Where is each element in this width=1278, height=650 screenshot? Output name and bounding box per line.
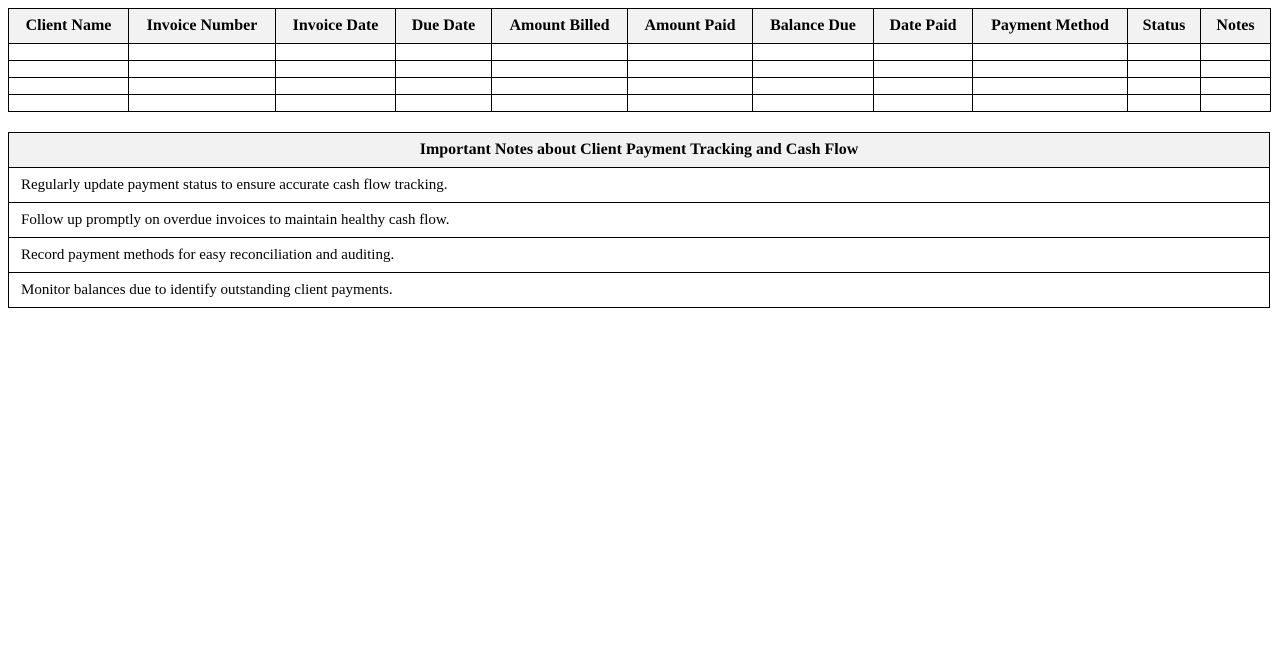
payment-tracking-table <box>8 8 1271 112</box>
column-header-invoice-date: Invoice Date <box>276 9 396 44</box>
note-row <box>9 168 1270 203</box>
table-cell[interactable] <box>276 78 396 95</box>
table-cell[interactable] <box>396 95 492 112</box>
table-cell[interactable] <box>492 95 628 112</box>
table-cell[interactable] <box>628 61 753 78</box>
table-cell[interactable] <box>753 95 874 112</box>
table-cell[interactable] <box>9 44 129 61</box>
table-cell[interactable] <box>129 78 276 95</box>
table-cell[interactable] <box>9 61 129 78</box>
table-cell[interactable] <box>396 61 492 78</box>
column-header-client-name: Client Name <box>9 9 129 44</box>
table-cell[interactable] <box>492 61 628 78</box>
table-cell[interactable] <box>129 61 276 78</box>
table-cell[interactable] <box>628 44 753 61</box>
column-header-date-paid: Date Paid <box>874 9 973 44</box>
note-item: Follow up promptly on overdue invoices to maintain healthy cash flow. <box>9 203 1270 238</box>
table-cell[interactable] <box>276 44 396 61</box>
column-header-payment-method: Payment Method <box>973 9 1128 44</box>
note-row <box>9 238 1270 273</box>
note-row <box>9 273 1270 308</box>
note-item: Monitor balances due to identify outstanding client payments. <box>9 273 1270 308</box>
column-header-notes: Notes <box>1201 9 1271 44</box>
table-header-row <box>9 9 1271 44</box>
table-cell[interactable] <box>628 78 753 95</box>
table-body <box>9 44 1271 112</box>
table-cell[interactable] <box>973 61 1128 78</box>
note-item: Regularly update payment status to ensure accurate cash flow tracking. <box>9 168 1270 203</box>
column-header-due-date: Due Date <box>396 9 492 44</box>
table-cell[interactable] <box>753 78 874 95</box>
table-cell[interactable] <box>1128 44 1201 61</box>
table-cell[interactable] <box>1128 61 1201 78</box>
table-cell[interactable] <box>492 78 628 95</box>
table-cell[interactable] <box>874 44 973 61</box>
table-cell[interactable] <box>396 78 492 95</box>
table-cell[interactable] <box>396 44 492 61</box>
column-header-amount-billed: Amount Billed <box>492 9 628 44</box>
table-cell[interactable] <box>1201 44 1271 61</box>
table-cell[interactable] <box>276 61 396 78</box>
table-cell[interactable] <box>628 95 753 112</box>
table-cell[interactable] <box>1128 78 1201 95</box>
table-row <box>9 78 1271 95</box>
table-cell[interactable] <box>973 44 1128 61</box>
column-header-balance-due: Balance Due <box>753 9 874 44</box>
note-row <box>9 203 1270 238</box>
table-cell[interactable] <box>973 78 1128 95</box>
table-cell[interactable] <box>753 44 874 61</box>
table-cell[interactable] <box>276 95 396 112</box>
table-row <box>9 44 1271 61</box>
column-header-status: Status <box>1128 9 1201 44</box>
note-item: Record payment methods for easy reconciliation and auditing. <box>9 238 1270 273</box>
notes-header-row <box>9 133 1270 168</box>
table-cell[interactable] <box>874 61 973 78</box>
table-cell[interactable] <box>874 78 973 95</box>
notes-title: Important Notes about Client Payment Tracking and Cash Flow <box>9 133 1270 168</box>
important-notes-table <box>8 132 1270 308</box>
table-cell[interactable] <box>492 44 628 61</box>
table-cell[interactable] <box>874 95 973 112</box>
table-cell[interactable] <box>1201 95 1271 112</box>
table-cell[interactable] <box>1201 78 1271 95</box>
table-cell[interactable] <box>9 78 129 95</box>
table-row <box>9 95 1271 112</box>
column-header-invoice-number: Invoice Number <box>129 9 276 44</box>
table-cell[interactable] <box>1201 61 1271 78</box>
table-cell[interactable] <box>973 95 1128 112</box>
table-cell[interactable] <box>753 61 874 78</box>
table-cell[interactable] <box>129 95 276 112</box>
table-row <box>9 61 1271 78</box>
table-cell[interactable] <box>129 44 276 61</box>
table-cell[interactable] <box>1128 95 1201 112</box>
table-cell[interactable] <box>9 95 129 112</box>
column-header-amount-paid: Amount Paid <box>628 9 753 44</box>
